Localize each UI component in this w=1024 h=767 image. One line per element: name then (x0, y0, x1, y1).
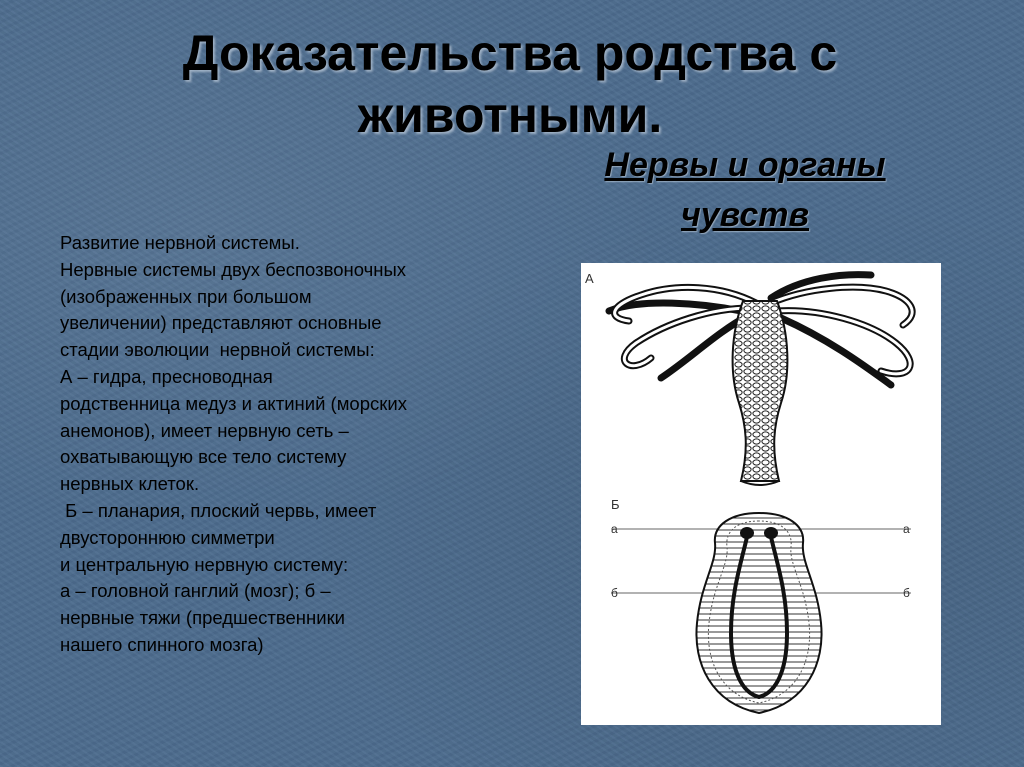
body-line: двустороннюю симметри (60, 526, 275, 548)
body-line: Б – планария, плоский червь, имеет (60, 499, 377, 521)
body-line: увеличении) представляют основные (60, 312, 382, 334)
slide-subtitle (560, 140, 930, 240)
body-text (60, 230, 510, 659)
body-line: родственница медуз и актиний (морских (60, 392, 407, 414)
figure-label-a: А (585, 271, 594, 286)
body-line: а – головной ганглий (мозг); б – (60, 580, 331, 602)
body-line: (изображенных при большом (60, 285, 312, 307)
body-line: нервные тяжи (предшественники (60, 607, 346, 629)
title-line-1: Доказательства родства с (182, 25, 838, 81)
label-b-left: б (611, 586, 618, 600)
label-b-right: б (903, 586, 910, 600)
body-line: Развитие нервной системы. (60, 232, 300, 253)
subtitle-line-2: чувств (680, 196, 810, 234)
body-line: анемонов), имеет нервную сеть – (60, 419, 349, 441)
body-line: нашего спинного мозга) (60, 633, 264, 655)
label-a-right: а (903, 522, 910, 536)
title-line-2: животными. (357, 87, 663, 143)
figure-label-b: Б (611, 497, 620, 512)
body-line: и центральную нервную систему: (60, 553, 349, 575)
nervous-system-figure (581, 263, 941, 725)
body-line: А – гидра, пресноводная (60, 365, 273, 387)
figure-illustration (581, 263, 941, 725)
slide-title (70, 22, 950, 146)
label-a-left: а (611, 522, 618, 536)
hydra-body (733, 301, 788, 481)
body-line: стадии эволюции нервной системы: (60, 339, 375, 361)
planarian-body (696, 513, 821, 713)
subtitle-line-1: Нервы и органы (604, 146, 886, 184)
body-line: охватывающую все тело систему (60, 446, 347, 468)
body-line: нервных клеток. (60, 473, 200, 495)
body-line: Нервные системы двух беспозвоночных (60, 258, 407, 280)
